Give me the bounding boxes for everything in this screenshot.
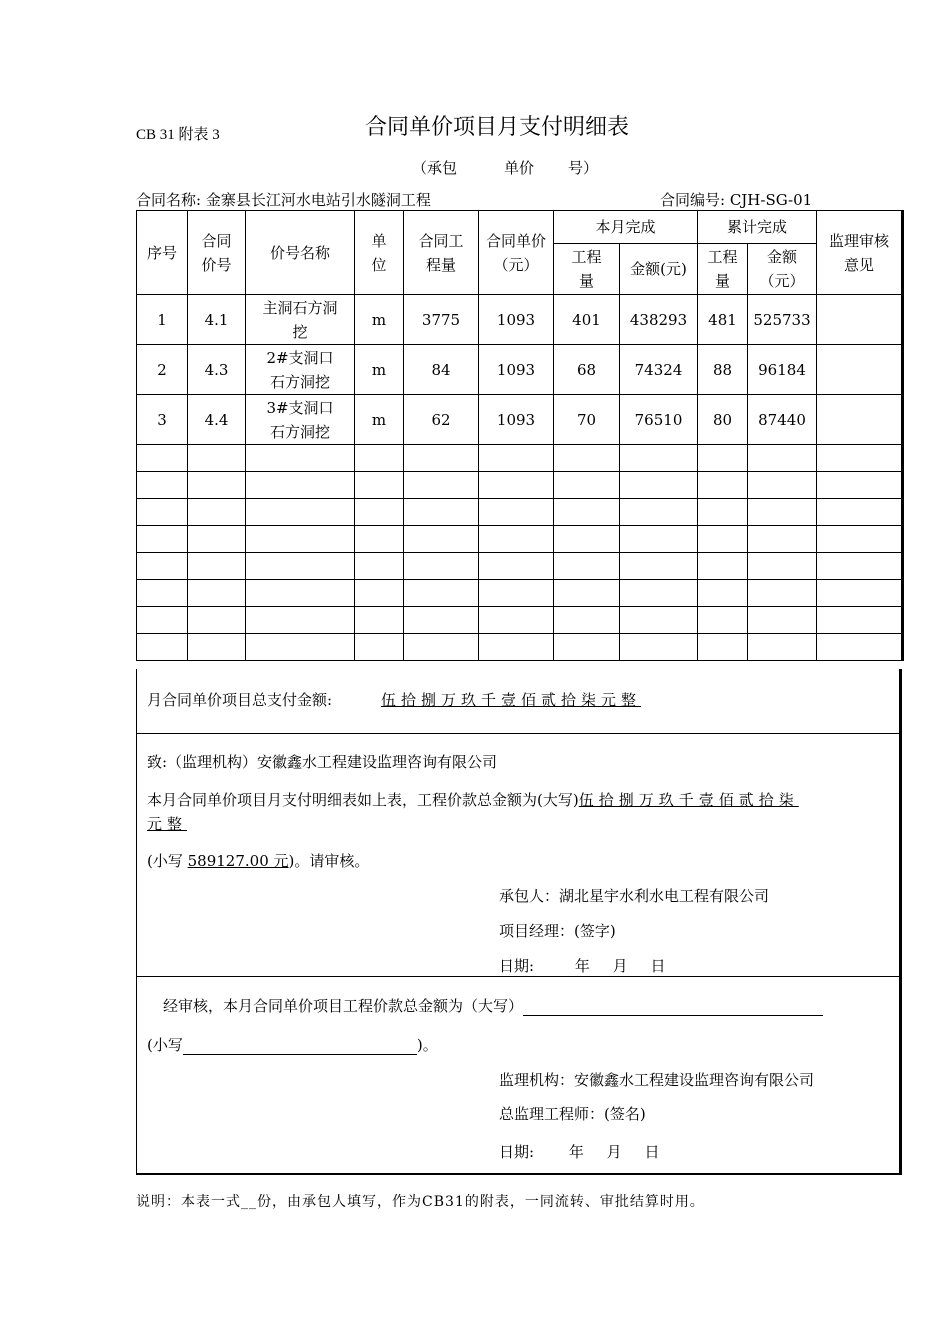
statement-amount-words-cont: 元整	[147, 815, 188, 833]
blank-row	[137, 445, 903, 472]
header-opinion: 监理审核意见	[817, 211, 903, 295]
footnote: 说明：本表一式__份，由承包人填写，作为CB31的附表，一同流转、审批结算时用。	[136, 1194, 705, 1210]
date-month: 月	[612, 957, 628, 975]
header-month-amount: 金额(元)	[620, 244, 698, 295]
cell-month-amount: 74324	[620, 345, 698, 395]
divider	[137, 976, 899, 977]
cell-seq: 1	[137, 295, 188, 345]
header-unit-price: 合同单价（元）	[479, 211, 554, 295]
statement-amount-words: 伍拾捌万玖千壹佰贰拾柒	[578, 791, 799, 809]
cell-unit: m	[355, 395, 404, 445]
contract-name: 合同名称: 金寨县长江河水电站引水隧洞工程	[136, 191, 431, 209]
blank-row	[137, 607, 903, 634]
blank-row	[137, 499, 903, 526]
project-manager: 项目经理：(签字)	[499, 922, 616, 940]
header-cum-amount: 金额（元）	[748, 244, 817, 295]
header-item-no: 合同价号	[188, 211, 246, 295]
subtitle-mid: 单价	[504, 159, 535, 177]
cell-cum-amount: 96184	[748, 345, 817, 395]
blank-row	[137, 580, 903, 607]
cell-item-name: 2#支洞口石方洞挖	[246, 345, 355, 395]
date-year: 年	[574, 957, 590, 975]
contract-number: 合同编号: CJH-SG-01	[660, 191, 813, 209]
header-row-1	[137, 211, 903, 244]
date-label: 日期:	[499, 957, 535, 975]
chief-engineer: 总监理工程师：(签名)	[499, 1105, 646, 1123]
supervisor-date	[499, 1141, 659, 1162]
approval-section	[136, 669, 902, 1175]
header-this-month: 本月完成	[554, 211, 698, 244]
review-small-line	[147, 1034, 438, 1055]
contractor-name: 承包人：湖北星宇水利水电工程有限公司	[499, 887, 770, 905]
table-row	[137, 345, 903, 395]
date-month: 月	[606, 1143, 622, 1161]
subtitle-close: 号）	[568, 159, 599, 177]
cell-item-name: 3#支洞口石方洞挖	[246, 395, 355, 445]
small-amount-line	[147, 850, 369, 871]
review-statement	[163, 995, 823, 1016]
contractor-statement	[147, 789, 799, 810]
subtitle-open: （承包	[412, 159, 458, 177]
blank-row	[137, 553, 903, 580]
small-suffix: )。请审核。	[288, 852, 370, 870]
blank-row	[137, 634, 903, 661]
header-seq: 序号	[137, 211, 188, 295]
cell-month-qty: 68	[554, 345, 620, 395]
cell-month-qty: 401	[554, 295, 620, 345]
header-cumulative: 累计完成	[698, 211, 817, 244]
header-item-name: 价号名称	[246, 211, 355, 295]
cell-contract-qty: 62	[404, 395, 479, 445]
divider	[137, 733, 899, 734]
cell-unit-price: 1093	[479, 345, 554, 395]
review-text: 经审核，本月合同单价项目工程价款总金额为（大写）	[163, 997, 524, 1015]
review-small-prefix: (小写	[147, 1036, 183, 1054]
cell-opinion	[817, 345, 903, 395]
header-cum-qty: 工程量	[698, 244, 748, 295]
review-amount-blank[interactable]	[523, 999, 823, 1016]
cell-month-qty: 70	[554, 395, 620, 445]
subtitle	[412, 157, 598, 178]
cell-unit: m	[355, 345, 404, 395]
table-row	[137, 395, 903, 445]
cell-unit: m	[355, 295, 404, 345]
form-code: CB 31 附表 3	[136, 127, 220, 143]
cell-cum-qty: 80	[698, 395, 748, 445]
date-day: 日	[650, 957, 666, 975]
cell-seq: 2	[137, 345, 188, 395]
cell-unit-price: 1093	[479, 395, 554, 445]
header-contract-qty: 合同工程量	[404, 211, 479, 295]
small-amount: 589127.00 元	[187, 852, 289, 870]
addressee: 致:（监理机构）安徽鑫水工程建设监理咨询有限公司	[147, 753, 498, 771]
table-row	[137, 295, 903, 345]
cell-cum-qty: 481	[698, 295, 748, 345]
date-day: 日	[644, 1143, 660, 1161]
total-label: 月合同单价项目总支付金额:	[147, 691, 333, 709]
cell-seq: 3	[137, 395, 188, 445]
supervision-agency: 监理机构：安徽鑫水工程建设监理咨询有限公司	[499, 1071, 815, 1089]
review-small-suffix: )。	[416, 1036, 438, 1054]
header-month-qty: 工程量	[554, 244, 620, 295]
cell-cum-amount: 87440	[748, 395, 817, 445]
small-prefix: (小写	[147, 852, 188, 870]
cell-month-amount: 76510	[620, 395, 698, 445]
cell-item-name: 主洞石方洞挖	[246, 295, 355, 345]
total-amount-words: 伍拾捌万玖千壹佰贰拾柒元整	[381, 691, 642, 709]
cell-item-no: 4.1	[188, 295, 246, 345]
contractor-date	[499, 955, 665, 976]
statement-text: 本月合同单价项目月支付明细表如上表，工程价款总金额为(大写)	[147, 791, 579, 809]
cell-month-amount: 438293	[620, 295, 698, 345]
date-year: 年	[568, 1143, 584, 1161]
cell-contract-qty: 3775	[404, 295, 479, 345]
cell-cum-qty: 88	[698, 345, 748, 395]
page-title: 合同单价项目月支付明细表	[365, 115, 630, 140]
payment-table	[136, 210, 904, 661]
cell-cum-amount: 525733	[748, 295, 817, 345]
cell-item-no: 4.4	[188, 395, 246, 445]
cell-unit-price: 1093	[479, 295, 554, 345]
header-unit: 单位	[355, 211, 404, 295]
cell-contract-qty: 84	[404, 345, 479, 395]
cell-opinion	[817, 295, 903, 345]
cell-item-no: 4.3	[188, 345, 246, 395]
cell-opinion	[817, 395, 903, 445]
date-label: 日期:	[499, 1143, 535, 1161]
blank-row	[137, 526, 903, 553]
blank-row	[137, 472, 903, 499]
review-small-blank[interactable]	[183, 1038, 417, 1055]
